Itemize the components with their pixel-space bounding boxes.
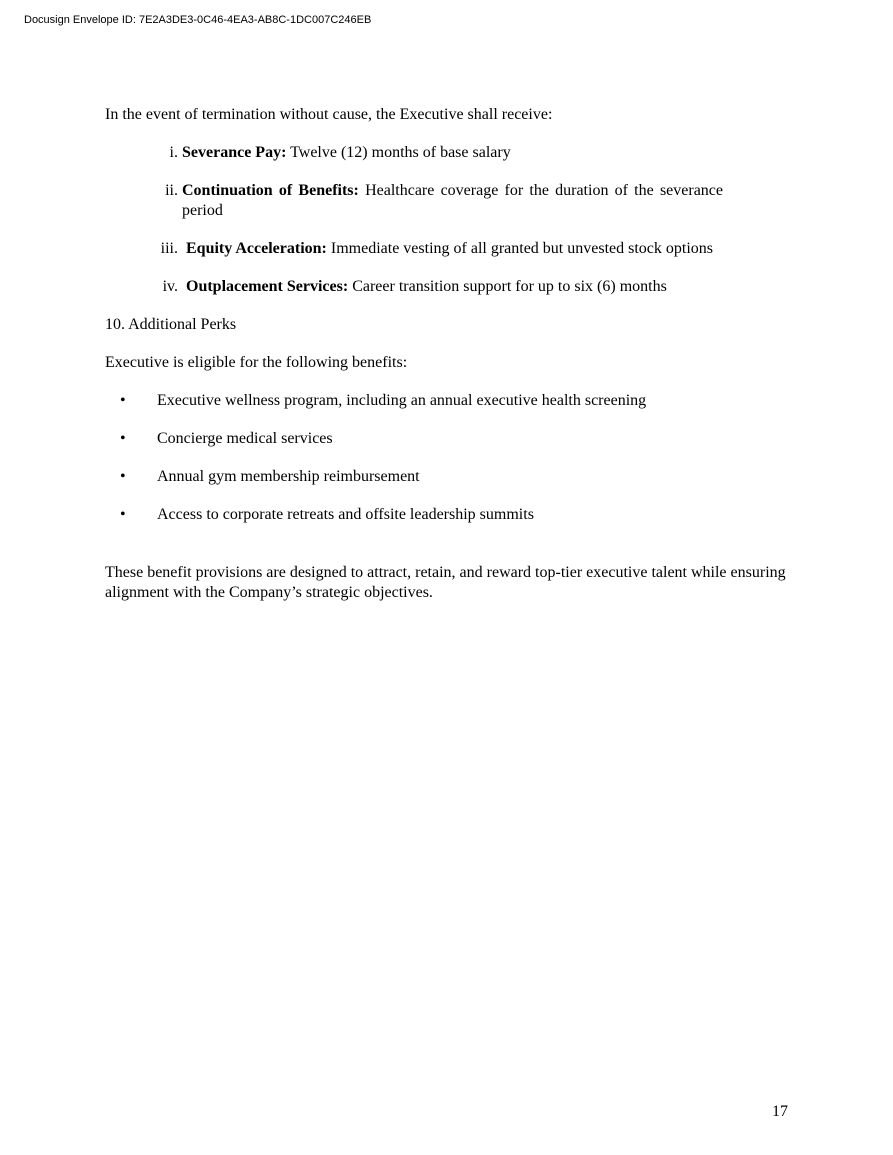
- severance-item-4: [150, 277, 723, 297]
- eligible-intro: Executive is eligible for the following benefits:: [105, 354, 408, 371]
- item-number: iii.: [160, 240, 178, 257]
- perk-item: Concierge medical services: [157, 430, 333, 447]
- item-number: iv.: [162, 278, 178, 295]
- item-label: Severance Pay:: [182, 144, 287, 161]
- bullet-icon: •: [120, 506, 126, 523]
- item-label: Equity Acceleration:: [186, 240, 327, 257]
- bullet-icon: •: [120, 468, 126, 485]
- intro-paragraph: In the event of termination without cause, the Executive shall receive:: [105, 106, 553, 123]
- bullet-icon: •: [120, 430, 126, 447]
- item-number: ii.: [165, 182, 178, 199]
- severance-item-2: [150, 181, 723, 221]
- perk-item: Annual gym membership reimbursement: [157, 468, 420, 485]
- item-text: Immediate vesting of all granted but unvested stock options: [326, 240, 714, 257]
- item-label: Outplacement Services:: [186, 278, 349, 295]
- item-label: Continuation of Benefits:: [182, 182, 359, 199]
- item-text: Twelve (12) months of base salary: [286, 144, 511, 161]
- item-number: i.: [169, 144, 178, 161]
- perk-item: Executive wellness program, including an annual executive health screening: [157, 392, 647, 409]
- bullet-icon: •: [120, 392, 126, 409]
- perk-item: Access to corporate retreats and offsite leadership summits: [157, 506, 534, 523]
- severance-item-3: [150, 239, 723, 259]
- envelope-id-header: Docusign Envelope ID: 7E2A3DE3-0C46-4EA3-AB8C-1DC007C246EB: [24, 14, 372, 26]
- closing-paragraph: These benefit provisions are designed to attract, retain, and reward top-tier executive talent while ensuring alignment with the Company’s strategic objectives.: [105, 564, 786, 601]
- page-number: 17: [772, 1103, 788, 1120]
- section-heading: 10. Additional Perks: [105, 316, 237, 333]
- severance-item-1: [150, 143, 723, 163]
- item-text: Career transition support for up to six (6) months: [348, 278, 667, 295]
- item-text: Healthcare coverage for the duration of the severance period: [182, 182, 724, 219]
